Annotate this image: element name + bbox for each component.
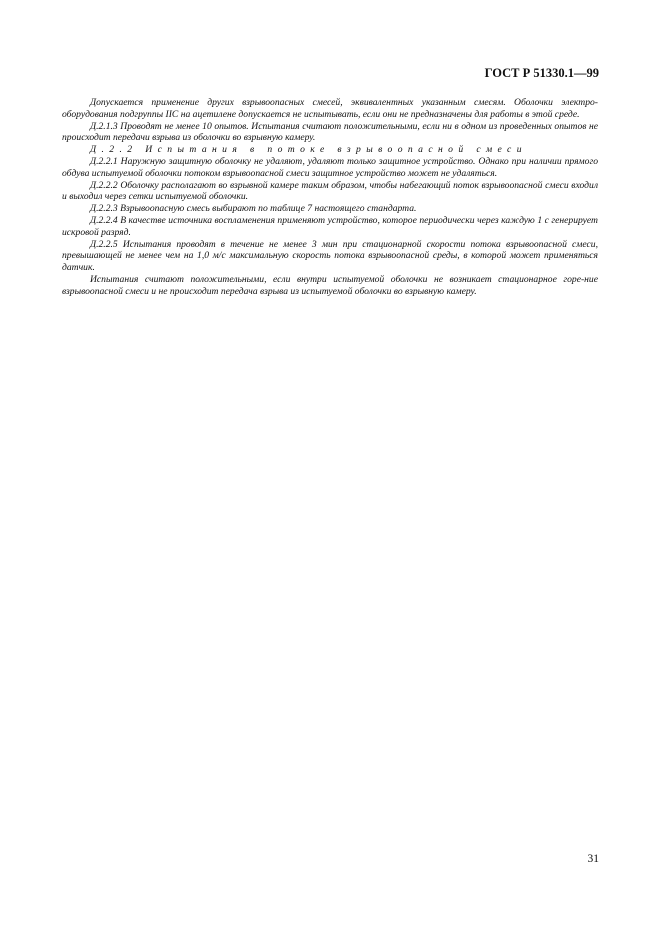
paragraph-d-2-2-2: Д.2.2.2 Оболочку располагают во взрывной камере таким образом, чтобы набегающий поток взрывоопасной смеси входил и выходил через сетки испытуемой оболочки. [62, 179, 598, 203]
paragraph-d-2-2-4: Д.2.2.4 В качестве источника воспламенения применяют устройство, которое периодически через каждую 1 с генерирует искровой разряд. [62, 214, 598, 238]
page-number: 31 [587, 853, 599, 865]
section-heading-d-2-2: Д.2.2 Испытания в потоке взрывоопасной смеси [90, 144, 527, 156]
document-code-header: ГОСТ Р 51330.1—99 [484, 66, 599, 80]
paragraph-d-2-2-3: Д.2.2.3 Взрывоопасную смесь выбирают по таблице 7 настоящего стандарта. [90, 203, 417, 215]
paragraph-equivalent-mixtures: Допускается применение других взрывоопасных смесей, эквивалентных указанным смесям. Оболочки электро-оборудования подгруппы IIC на ацетилене допускается не испытывать, если они не предназначены для работы в этой среде. [62, 97, 598, 120]
paragraph-d-2-1-3: Д.2.1.3 Проводят не менее 10 опытов. Испытания считают положительными, если ни в одном из проведенных опытов не происходит передачи взрыва из оболочки во взрывную камеру. [62, 120, 598, 144]
paragraph-test-result-criteria: Испытания считают положительными, если внутри испытуемой оболочки не возникает стационарное горе-ние взрывоопасной смеси и не происходит передача взрыва из испытуемой оболочки во взрывную камеру. [62, 273, 598, 297]
paragraph-d-2-2-5: Д.2.2.5 Испытания проводят в течение не менее 3 мин при стационарной скорости потока взрывоопасной смеси, превышающей не менее чем на 1,0 м/с максимальную скорость потока взрывоопасной среды, в которой может применяться датчик. [62, 238, 598, 274]
document-body [62, 97, 598, 298]
paragraph-d-2-2-1: Д.2.2.1 Наружную защитную оболочку не удаляют, удаляют только защитное устройство. Однако при наличии прямого обдува испытуемой оболочки потоком взрывоопасной смеси защитное устройство может не удаляться. [62, 155, 598, 179]
